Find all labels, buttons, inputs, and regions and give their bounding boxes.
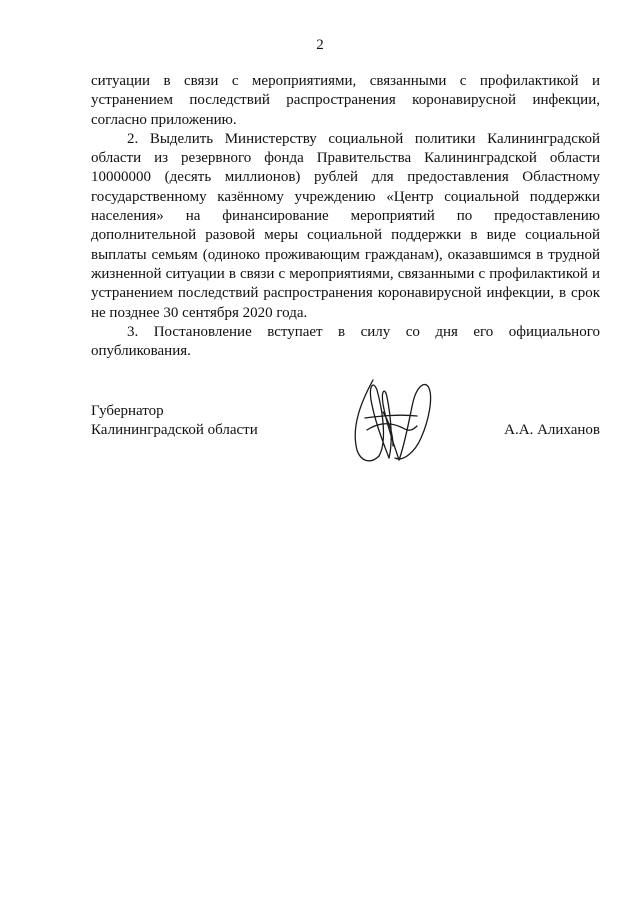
paragraph-item-2: 2. Выделить Министерству социальной политики Калининградской области из резервного фонда Правительства Калининградской области 10000000 (десять миллионов) рублей для предоставления Областному государственному казённому учреждению «Центр социальной поддержки населения» на финансирование мероприятий по предоставлению дополнительной разовой меры социальной поддержки в виде социальной выплаты семьям (одиноко проживающим гражданам), оказавшимся в трудной жизненной ситуации в связи с мероприятиями, связанными с профилактикой и устранением последствий распространения коронавирусной инфекции, в срок не позднее 30 сентября 2020 года. [91, 130, 600, 321]
document-body [91, 72, 600, 361]
page-number: 2 [316, 37, 324, 53]
paragraph-continuation: ситуации в связи с мероприятиями, связанными с профилактикой и устранением последствий распространения коронавирусной инфекции, согласно приложению. [91, 73, 600, 128]
paragraph-item-3: 3. Постановление вступает в силу со дня его официального опубликования. [91, 323, 600, 360]
signatory-title: Губернатор [91, 403, 164, 419]
handwritten-signature [343, 372, 438, 467]
signatory-region: Калининградской области [91, 422, 258, 439]
signatory-name: А.А. Алиханов [504, 422, 600, 438]
signatory-position [91, 402, 258, 441]
